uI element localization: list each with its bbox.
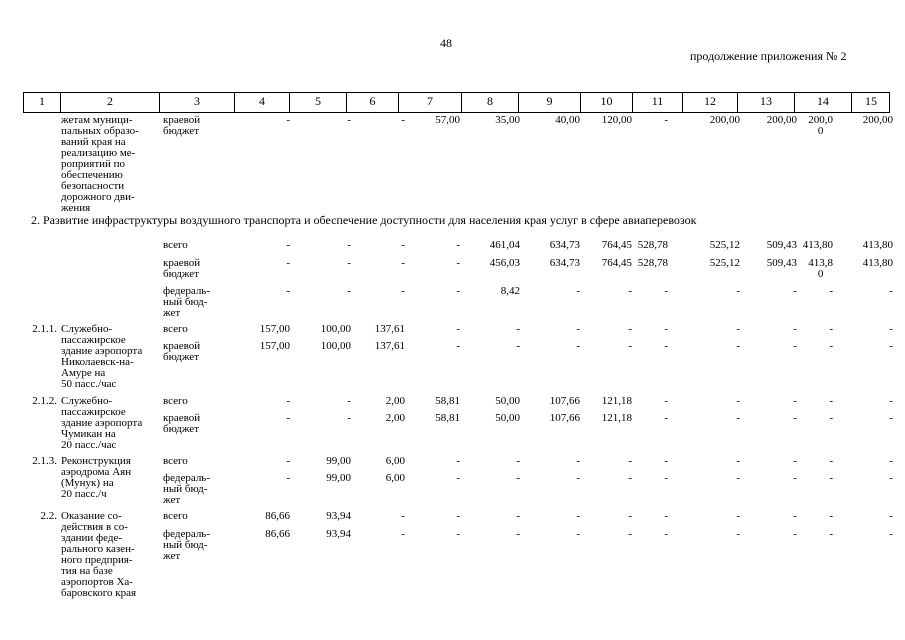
value-cell: - [401,528,405,540]
value-cell: 6,00 [385,455,405,467]
value-cell: 121,18 [601,395,632,407]
header-col-2: 2 [61,93,160,112]
value-cell: - [628,323,632,335]
value-cell: - [516,323,520,335]
value-cell: - [829,472,833,484]
value-cell: - [889,395,893,407]
value-cell: 634,73 [549,257,580,269]
value-cell: 93,94 [326,528,351,540]
value-cell: 99,00 [326,472,351,484]
value-cell: 528,78 [637,239,668,251]
value-cell: - [829,395,833,407]
value-cell: - [889,510,893,522]
value-cell: - [401,285,405,297]
header-col-9: 9 [519,93,581,112]
value-cell: 8,42 [500,285,520,297]
value-cell: 121,18 [601,412,632,424]
value-cell: - [576,510,580,522]
value-cell: - [401,510,405,522]
value-cell: 200,0 0 [808,114,833,137]
value-cell: - [456,510,460,522]
value-cell: - [516,455,520,467]
row-number: 2.1.2. [32,395,57,407]
funding-source: краевой бюджет [163,340,201,363]
value-cell: - [401,257,405,269]
value-cell: - [456,455,460,467]
value-cell: - [347,257,351,269]
value-cell: - [456,472,460,484]
value-cell: 120,00 [601,114,632,126]
value-cell: 200,00 [709,114,740,126]
value-cell: - [793,395,797,407]
header-col-1: 1 [24,93,61,112]
header-col-10: 10 [581,93,633,112]
value-cell: 137,61 [374,340,405,352]
value-cell: - [889,412,893,424]
value-cell: 35,00 [495,114,520,126]
value-cell: - [628,340,632,352]
value-cell: - [829,285,833,297]
value-cell: - [889,455,893,467]
value-cell: - [516,528,520,540]
value-cell: 6,00 [385,472,405,484]
value-cell: 86,66 [265,528,290,540]
value-cell: 99,00 [326,455,351,467]
value-cell: - [456,285,460,297]
value-cell: - [793,455,797,467]
value-cell: - [793,510,797,522]
value-cell: - [347,285,351,297]
value-cell: - [664,285,668,297]
value-cell: - [286,114,290,126]
value-cell: - [664,472,668,484]
continuation-note: продолжение приложения № 2 [690,49,847,63]
header-col-8: 8 [462,93,519,112]
value-cell: - [628,528,632,540]
value-cell: - [664,510,668,522]
header-col-13: 13 [738,93,795,112]
value-cell: - [736,412,740,424]
value-cell: - [628,472,632,484]
value-cell: 634,73 [549,239,580,251]
value-cell: 525,12 [709,239,740,251]
value-cell: - [829,323,833,335]
value-cell: - [736,472,740,484]
value-cell: - [793,285,797,297]
value-cell: - [628,510,632,522]
value-cell: - [889,528,893,540]
value-cell: - [516,340,520,352]
value-cell: 528,78 [637,257,668,269]
header-col-14: 14 [795,93,852,112]
value-cell: - [793,340,797,352]
funding-source: краевой бюджет [163,257,201,280]
funding-source: федераль- ный бюд- жет [163,528,210,562]
value-cell: - [829,340,833,352]
value-cell: - [456,257,460,269]
value-cell: 461,04 [489,239,520,251]
value-cell: - [736,528,740,540]
value-cell: 50,00 [495,395,520,407]
value-cell: - [456,340,460,352]
value-cell: - [576,323,580,335]
value-cell: - [736,455,740,467]
page-number: 48 [440,36,452,50]
value-cell: 157,00 [259,323,290,335]
funding-source: всего [163,395,188,407]
row-name: жетам муници- пальных образо- ваний края на реализацию ме- роприятий по обеспечению безопасности дорожного дви- жения [61,114,139,214]
value-cell: - [347,395,351,407]
value-cell: - [793,323,797,335]
row-number: 2.1.1. [32,323,57,335]
funding-source: всего [163,239,188,251]
value-cell: - [347,239,351,251]
value-cell: 50,00 [495,412,520,424]
value-cell: - [456,323,460,335]
value-cell: 2,00 [385,412,405,424]
value-cell: - [664,412,668,424]
header-col-7: 7 [399,93,462,112]
value-cell: - [664,528,668,540]
value-cell: - [829,528,833,540]
value-cell: - [628,455,632,467]
value-cell: - [576,285,580,297]
value-cell: 509,43 [766,239,797,251]
value-cell: 413,8 0 [808,257,833,280]
row-name: Оказание со- действия в со- здании феде- рального казен- ного предприя- тия на базе аэропортов Ха- баровского края [61,510,137,599]
value-cell: - [793,412,797,424]
row-name: Служебно- пассажирское здание аэропорта Николаевск-на- Амуре на 50 пасс./час [61,323,143,390]
funding-source: всего [163,323,188,335]
value-cell: - [736,395,740,407]
value-cell: 58,81 [435,395,460,407]
header-col-6: 6 [347,93,399,112]
value-cell: - [736,323,740,335]
funding-source: краевой бюджет [163,412,201,435]
value-cell: - [889,472,893,484]
value-cell: - [736,285,740,297]
value-cell: - [664,455,668,467]
value-cell: - [347,114,351,126]
value-cell: - [516,472,520,484]
funding-source: всего [163,510,188,522]
row-name: Служебно- пассажирское здание аэропорта Чумикан на 20 пасс./час [61,395,143,451]
value-cell: - [829,412,833,424]
header-col-11: 11 [633,93,683,112]
value-cell: 100,00 [320,340,351,352]
header-col-12: 12 [683,93,738,112]
value-cell: 107,66 [549,395,580,407]
value-cell: 413,80 [862,257,893,269]
value-cell: 200,00 [862,114,893,126]
row-number: 2.2. [40,510,57,522]
value-cell: - [456,528,460,540]
value-cell: - [286,455,290,467]
funding-source: всего [163,455,188,467]
value-cell: - [456,239,460,251]
value-cell: - [736,340,740,352]
value-cell: - [576,528,580,540]
funding-source: федераль- ный бюд- жет [163,285,210,319]
funding-source: федераль- ный бюд- жет [163,472,210,506]
value-cell: - [401,114,405,126]
value-cell: 40,00 [555,114,580,126]
value-cell: - [793,528,797,540]
value-cell: - [829,455,833,467]
value-cell: - [347,412,351,424]
value-cell: - [664,340,668,352]
value-cell: 86,66 [265,510,290,522]
value-cell: - [401,239,405,251]
section-title: 2. Развитие инфраструктуры воздушного транспорта и обеспечение доступности для населения края услуг в сфере авиаперевозок [31,213,697,227]
value-cell: - [736,510,740,522]
value-cell: 2,00 [385,395,405,407]
header-col-15: 15 [865,94,877,108]
funding-source: краевой бюджет [163,114,201,137]
row-name: Реконструкция аэродрома Аян (Мунук) на 20 пасс./ч [61,455,132,500]
value-cell: 764,45 [601,239,632,251]
value-cell: 764,45 [601,257,632,269]
value-cell: 107,66 [549,412,580,424]
value-cell: - [576,340,580,352]
value-cell: 413,80 [802,239,833,251]
value-cell: - [576,472,580,484]
header-col-3: 3 [160,93,235,112]
value-cell: 57,00 [435,114,460,126]
value-cell: - [286,285,290,297]
value-cell: - [664,114,668,126]
value-cell: 137,61 [374,323,405,335]
value-cell: - [286,472,290,484]
header-col-4: 4 [235,93,290,112]
value-cell: - [286,412,290,424]
value-cell: - [286,239,290,251]
value-cell: 200,00 [766,114,797,126]
value-cell: 93,94 [326,510,351,522]
value-cell: - [516,510,520,522]
value-cell: 525,12 [709,257,740,269]
value-cell: 413,80 [862,239,893,251]
value-cell: 509,43 [766,257,797,269]
value-cell: - [286,395,290,407]
table-header [23,92,890,113]
value-cell: 456,03 [489,257,520,269]
value-cell: - [286,257,290,269]
header-col-5: 5 [290,93,347,112]
value-cell: 157,00 [259,340,290,352]
value-cell: - [889,285,893,297]
value-cell: - [829,510,833,522]
value-cell: - [889,340,893,352]
value-cell: - [664,323,668,335]
value-cell: - [576,455,580,467]
value-cell: - [793,472,797,484]
value-cell: 58,81 [435,412,460,424]
row-number: 2.1.3. [32,455,57,467]
value-cell: - [889,323,893,335]
value-cell: - [664,395,668,407]
value-cell: - [628,285,632,297]
value-cell: 100,00 [320,323,351,335]
